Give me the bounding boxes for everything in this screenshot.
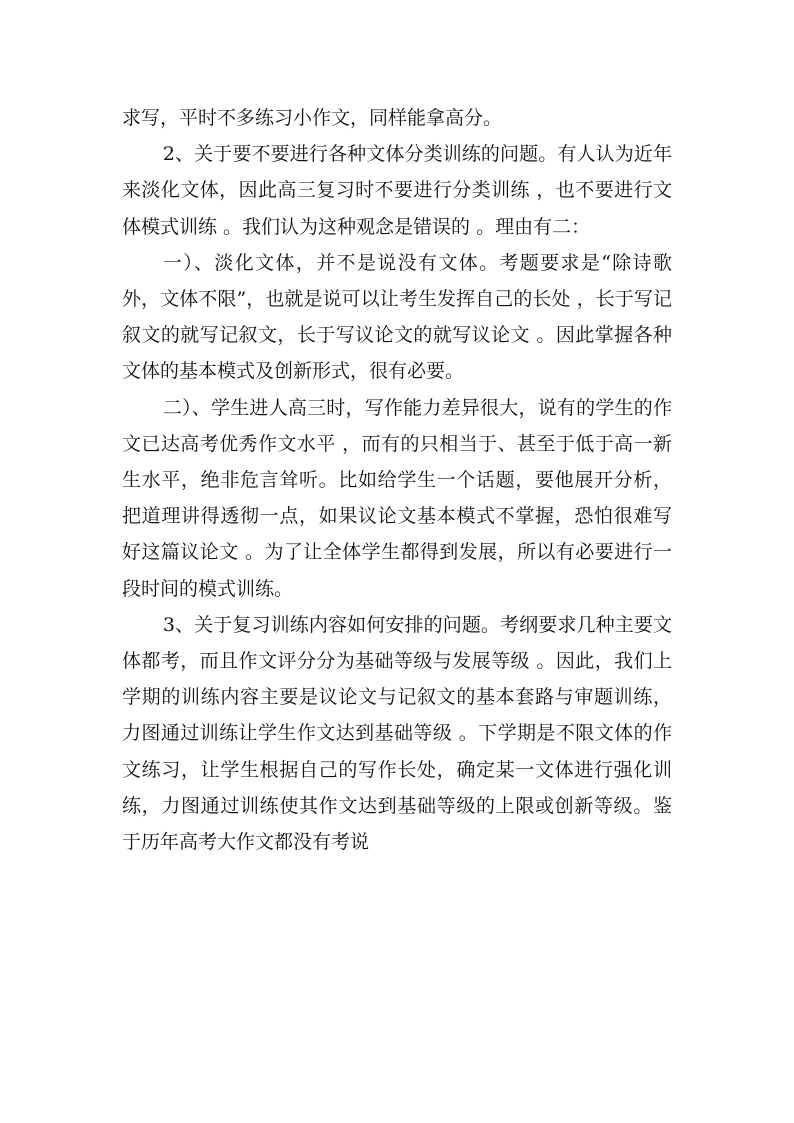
paragraph-section-3: 3、关于复习训练内容如何安排的问题。考纲要求几种主要文体都考，而且作文评分分为基础等级与发展等级 。因此，我们上学期的训练内容主要是议论文与记叙文的基本套路与审题训练，力图通过训练让学生作文达到基础等级 。下学期是不限文体的作文练习，让学生根据自己的写作长处，确定某一文体进行强化训练，力图通过训练使其作文达到基础等级的上限或创新等级。鉴于历年高考大作文都没有考说 [122, 613, 672, 854]
paragraph-continuation: 求写，平时不多练习小作文，同样能拿高分。 [122, 107, 503, 129]
paragraph-section-2: 2、关于要不要进行各种文体分类训练的问题。有人认为近年来淡化文体，因此高三复习时不要进行分类训练 ，也不要进行文体模式训练 。我们认为这种观念是错误的 。理由有二： [122, 143, 672, 238]
paragraph-reason-2: 二）、学生进人高三时，写作能力差异很大，说有的学生的作文已达高考优秀作文水平 ，而有的只相当于、甚至于低于高一新生水平，绝非危言耸听。比如给学生一个话题，要他展开分析，把道理讲得透彻一点，如果议论文基本模式不掌握，恐怕很难写好这篇议论文 。为了让全体学生都得到发展，所以有必要进行一段时间的模式训练。 [122, 396, 672, 600]
document-body [122, 100, 672, 860]
paragraph-reason-1: 一）、淡化文体，并不是说没有文体。考题要求是“除诗歌外，文体不限”，也就是说可以让考生发挥自己的长处 ，长于写记叙文的就写记叙文，长于写议论文的就写议论文 。因此掌握各种文体的基本模式及创新形式，很有必要。 [122, 251, 672, 383]
